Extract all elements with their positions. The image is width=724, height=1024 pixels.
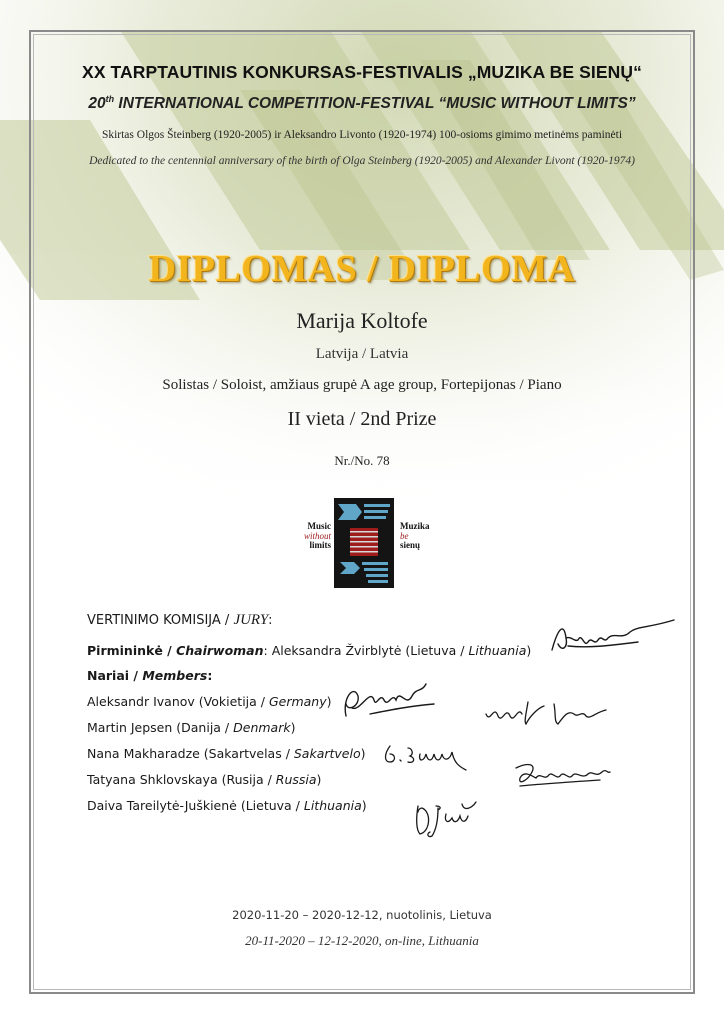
- competition-title-en: [40, 94, 684, 113]
- event-dates-lt: 2020-11-20 – 2020-12-12, nuotolinis, Lietuva: [232, 908, 492, 922]
- logo-text-limits: limits: [309, 540, 331, 550]
- title-en-ordinal: th: [105, 94, 115, 104]
- jury-chair: Pirmininkė / Chairwoman: Aleksandra Žvirblytė (Lietuva / Lithuania): [87, 643, 532, 658]
- prize: II vieta / 2nd Prize: [287, 408, 437, 430]
- diploma-number: Nr./No. 78: [334, 453, 390, 468]
- signature-shklovskaya: [510, 758, 614, 794]
- signature-tareilyte: [412, 798, 482, 842]
- signature-ivanov: [340, 678, 440, 723]
- jury-member: Martin Jepsen (Danija / Denmark): [87, 720, 296, 735]
- logo-text-sienu: sienų: [400, 540, 421, 550]
- signature-chair: [548, 618, 678, 658]
- title-en-number: 20: [88, 95, 106, 113]
- logo-emblem: [334, 498, 394, 588]
- competition-title-lt: XX TARPTAUTINIS KONKURSAS-FESTIVALIS „MUZIKA BE SIENŲ“: [82, 62, 642, 82]
- dedication-lt: Skirtas Olgos Šteinberg (1920-2005) ir Aleksandro Livonto (1920-1974) 100-osioms gimimo metinėms paminėti: [101, 129, 623, 141]
- festival-logo: [286, 496, 446, 588]
- recipient-name: Marija Koltofe: [296, 308, 428, 333]
- jury-members-label: Nariai / Members:: [87, 668, 213, 683]
- logo-text-be: be: [400, 530, 409, 541]
- signature-makharadze: [382, 740, 472, 776]
- logo-text-music: Music: [307, 521, 331, 531]
- recipient-country: Latvija / Latvia: [315, 346, 409, 362]
- logo-text-muzika: Muzika: [400, 521, 430, 531]
- title-en-text: INTERNATIONAL COMPETITION-FESTIVAL “MUSIC WITHOUT LIMITS”: [114, 95, 636, 113]
- jury-member: Nana Makharadze (Sakartvelas / Sakartvelo): [87, 746, 366, 761]
- jury-heading: VERTINIMO KOMISIJA / JURY:: [87, 612, 273, 628]
- jury-member: Aleksandr Ivanov (Vokietija / Germany): [87, 694, 332, 709]
- logo-text-without: without: [303, 530, 331, 541]
- signature-jepsen: [484, 694, 608, 730]
- jury-member: Tatyana Shklovskaya (Rusija / Russia): [87, 772, 322, 787]
- event-dates-en: 20-11-2020 – 12-12-2020, on-line, Lithuania: [245, 933, 479, 948]
- diploma-heading: DIPLOMAS / DIPLOMA: [148, 248, 576, 290]
- competition-category: Solistas / Soloist, amžiaus grupė A age group, Fortepijonas / Piano: [162, 377, 562, 393]
- jury-member: Daiva Tareilytė-Juškienė (Lietuva / Lithuania): [87, 798, 367, 813]
- logo-text-en: [286, 522, 331, 551]
- dedication-en: Dedicated to the centennial anniversary of the birth of Olga Steinberg (1920-2005) and Alexander Livont (1920-1974): [89, 155, 635, 167]
- logo-text-lt: [400, 522, 445, 551]
